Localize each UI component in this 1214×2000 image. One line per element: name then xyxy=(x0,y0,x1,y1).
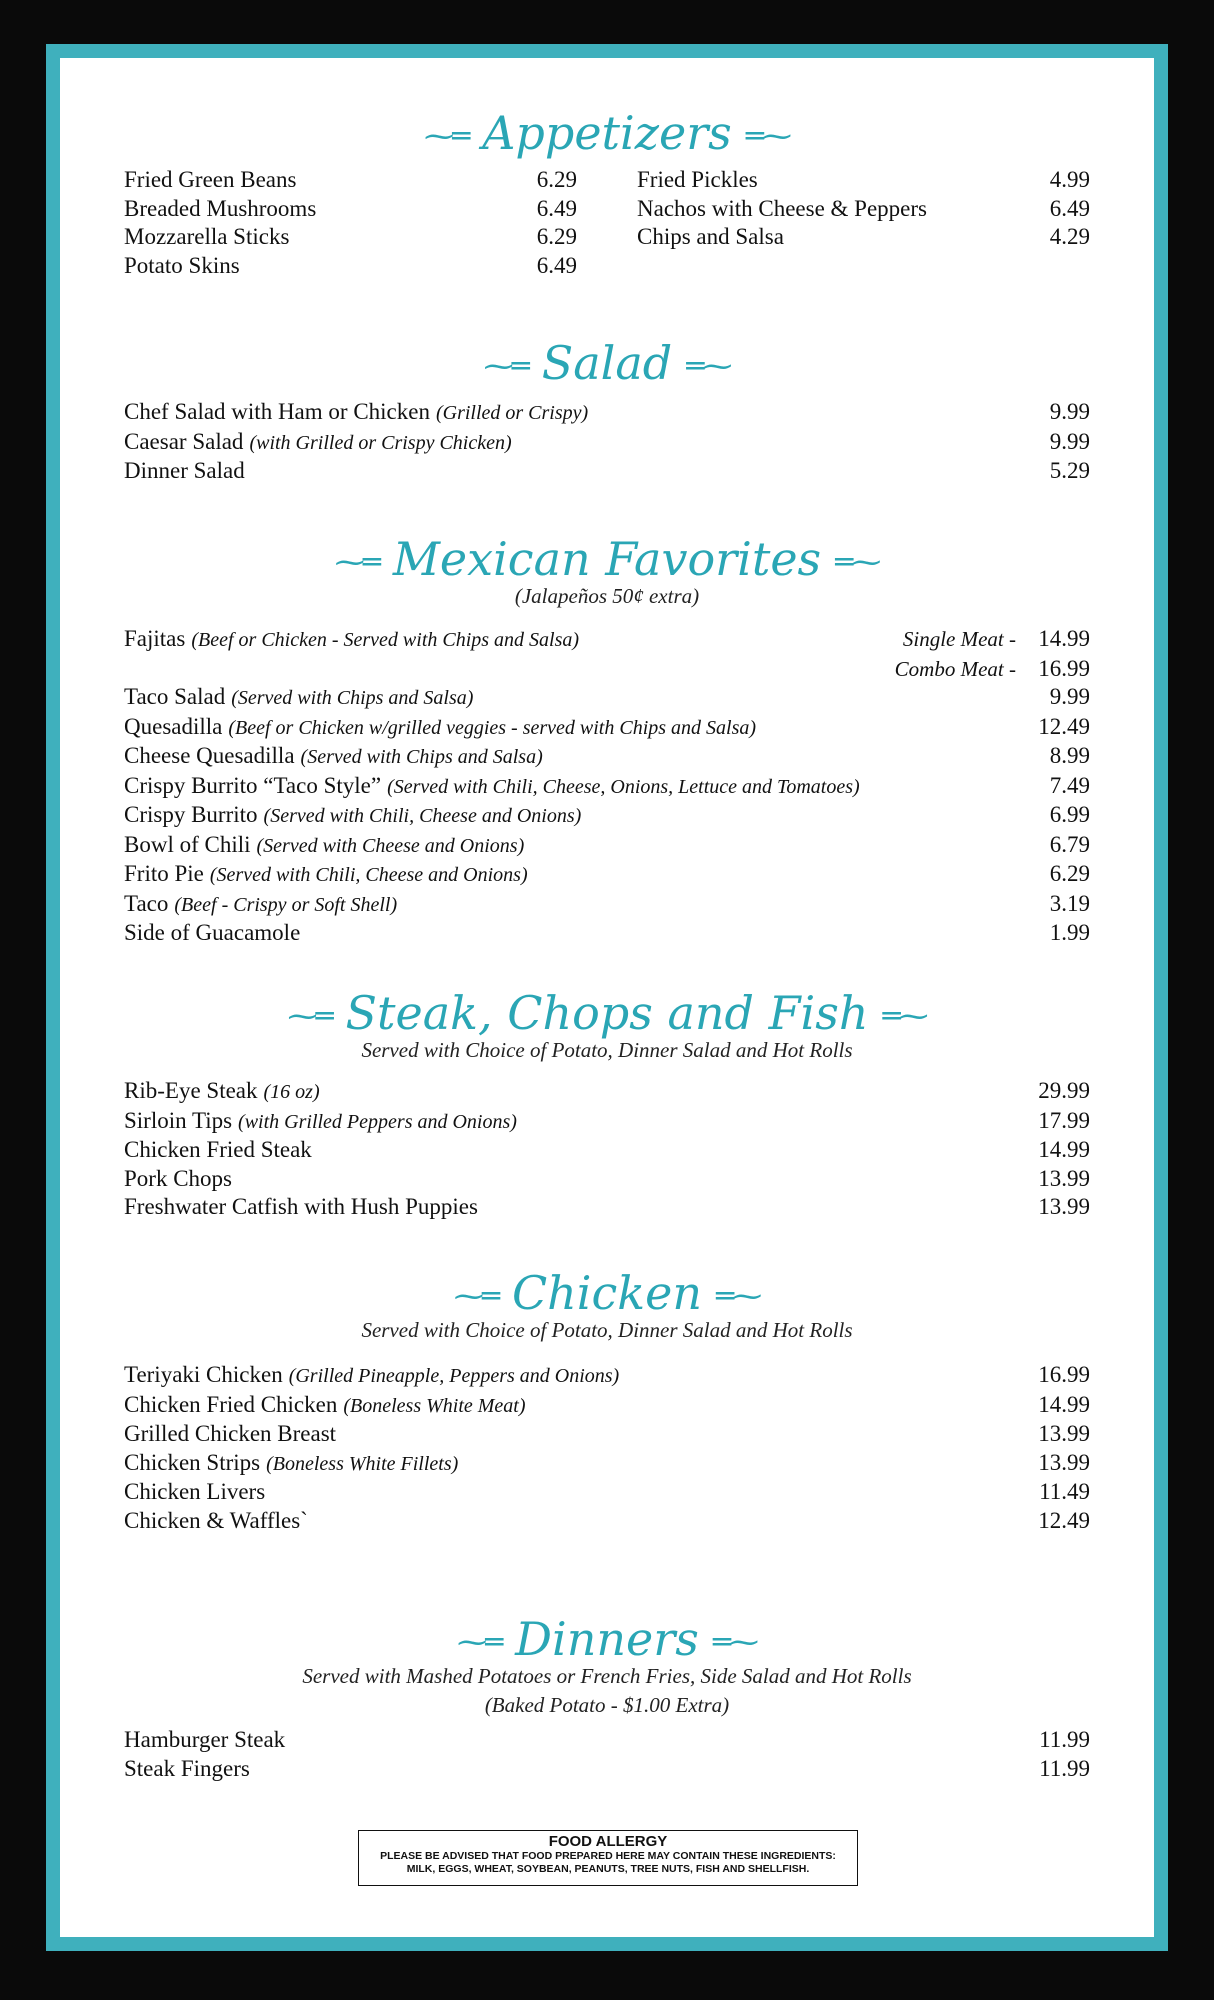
mexican-section xyxy=(124,532,1090,948)
item-price: 16.99 xyxy=(1038,1362,1090,1387)
menu-item xyxy=(124,1755,1090,1784)
menu-item xyxy=(124,252,577,281)
item-price: 4.99 xyxy=(1049,167,1090,192)
menu-item xyxy=(124,831,1090,861)
item-price: 6.49 xyxy=(536,195,577,221)
item-desc: (Served with Cheese and Onions) xyxy=(256,834,525,857)
item-name: Chicken Fried Chicken xyxy=(124,1391,338,1417)
menu-item xyxy=(637,223,1090,252)
item-price: 7.49 xyxy=(1049,772,1090,798)
dinners-subtitle: Served with Mashed Potatoes or French Fries, Side Salad and Hot Rolls xyxy=(302,1664,912,1688)
item-name: Sirloin Tips xyxy=(124,1107,233,1133)
mexican-heading xyxy=(124,532,1090,586)
item-name: Chicken Fried Steak xyxy=(124,1137,312,1162)
item-name: Crispy Burrito “Taco Style” xyxy=(124,772,382,798)
item-name: Grilled Chicken Breast xyxy=(124,1421,337,1446)
item-price: 12.49 xyxy=(1038,1507,1090,1533)
item-price: 6.29 xyxy=(536,224,577,249)
menu-item xyxy=(637,195,1090,224)
item-name: Chicken Livers xyxy=(124,1479,266,1504)
menu-item xyxy=(124,457,1090,486)
item-desc: (Beef - Crispy or Soft Shell) xyxy=(174,893,398,916)
menu-item-fajitas xyxy=(124,625,1090,655)
item-price: 8.99 xyxy=(1049,743,1090,768)
swash-left-icon: ⁓═ xyxy=(287,999,332,1034)
item-name: Steak Fingers xyxy=(124,1755,250,1781)
item-name: Hamburger Steak xyxy=(124,1727,286,1752)
item-desc: (Served with Chili, Cheese, Onions, Lettuce and Tomatoes) xyxy=(387,775,860,798)
item-price: 4.29 xyxy=(1049,224,1090,249)
steak-section xyxy=(124,986,1090,1222)
mexican-list xyxy=(124,625,1090,948)
item-price: 14.99 xyxy=(1038,1137,1090,1162)
swash-right-icon: ═⁓ xyxy=(686,349,731,384)
item-price: 6.29 xyxy=(1049,861,1090,886)
item-price: 1.99 xyxy=(1049,920,1090,945)
swash-left-icon: ⁓═ xyxy=(453,1279,498,1314)
item-name: Taco xyxy=(124,890,169,916)
item-price: 11.99 xyxy=(1039,1755,1090,1781)
dinners-list xyxy=(124,1726,1090,1783)
item-price: 9.99 xyxy=(1049,428,1090,454)
chicken-subtitle: Served with Choice of Potato, Dinner Salad and Hot Rolls xyxy=(361,1318,853,1342)
appetizers-title: Appetizers xyxy=(482,106,732,160)
dinners-heading xyxy=(124,1612,1090,1666)
menu-item xyxy=(124,683,1090,713)
chicken-heading xyxy=(124,1266,1090,1320)
item-desc: (Boneless White Meat) xyxy=(343,1394,526,1417)
single-meat-label: Single Meat - xyxy=(902,627,1016,651)
item-desc: (Grilled or Crispy) xyxy=(435,402,589,424)
item-price: 3.19 xyxy=(1049,890,1090,916)
menu-item xyxy=(124,713,1090,743)
item-name: Quesadilla xyxy=(124,713,223,739)
item-price: 6.79 xyxy=(1049,831,1090,857)
item-price: 14.99 xyxy=(1038,626,1090,651)
salad-section xyxy=(124,336,1090,486)
item-price: 13.99 xyxy=(1038,1165,1090,1191)
item-price: 6.99 xyxy=(1049,802,1090,827)
menu-item xyxy=(124,1136,1090,1165)
salad-list xyxy=(124,398,1090,486)
item-name: Nachos with Cheese & Peppers xyxy=(637,195,927,221)
item-name: Side of Guacamole xyxy=(124,920,301,945)
allergy-line-2: MILK, EGGS, WHEAT, SOYBEAN, PEANUTS, TREE NUTS, FISH AND SHELLFISH. xyxy=(406,1863,810,1875)
swash-left-icon: ⁓═ xyxy=(457,1625,502,1660)
item-name: Caesar Salad xyxy=(124,428,244,454)
item-name: Freshwater Catfish with Hush Puppies xyxy=(124,1194,478,1219)
item-name: Chips and Salsa xyxy=(637,224,784,249)
menu-item xyxy=(124,1420,1090,1449)
menu-item xyxy=(637,166,1090,195)
item-name: Bowl of Chili xyxy=(124,831,251,857)
menu-item xyxy=(124,1193,1090,1222)
item-price: 13.99 xyxy=(1038,1421,1090,1446)
item-name: Frito Pie xyxy=(124,861,204,886)
item-price: 6.49 xyxy=(1049,195,1090,221)
item-name: Chef Salad with Ham or Chicken xyxy=(124,399,430,424)
item-price: 14.99 xyxy=(1038,1391,1090,1417)
menu-item xyxy=(124,1478,1090,1507)
swash-right-icon: ═⁓ xyxy=(712,1625,757,1660)
dinners-subtitle-extra: (Baked Potato - $1.00 Extra) xyxy=(484,1693,730,1717)
menu-item xyxy=(124,1077,1090,1107)
menu-item xyxy=(124,1107,1090,1137)
item-name: Chicken & Waffles` xyxy=(124,1507,308,1533)
appetizers-right-column xyxy=(637,166,1090,280)
item-price: 13.99 xyxy=(1038,1194,1090,1219)
dinners-section xyxy=(124,1612,1090,1783)
item-name: Teriyaki Chicken xyxy=(124,1362,283,1387)
item-desc: (Served with Chips and Salsa) xyxy=(300,746,543,768)
menu-item xyxy=(124,1449,1090,1479)
allergy-line-1: PLEASE BE ADVISED THAT FOOD PREPARED HERE MAY CONTAIN THESE INGREDIENTS: xyxy=(380,1850,836,1862)
item-desc: (with Grilled Peppers and Onions) xyxy=(238,1110,517,1133)
item-price: 11.49 xyxy=(1039,1479,1090,1504)
menu-item xyxy=(124,195,577,224)
menu-item xyxy=(124,742,1090,772)
item-price: 12.49 xyxy=(1038,713,1090,739)
menu-item xyxy=(124,223,577,252)
appetizers-heading xyxy=(124,106,1090,160)
item-desc: (Boneless White Fillets) xyxy=(266,1452,459,1475)
swash-left-icon: ⁓═ xyxy=(334,545,379,580)
item-desc: (Beef or Chicken w/grilled veggies - served with Chips and Salsa) xyxy=(228,716,757,739)
item-name: Potato Skins xyxy=(124,252,240,278)
swash-left-icon: ⁓═ xyxy=(483,349,528,384)
item-price: 5.29 xyxy=(1049,458,1090,483)
menu-item xyxy=(124,860,1090,890)
item-name: Pork Chops xyxy=(124,1165,232,1191)
steak-subtitle: Served with Choice of Potato, Dinner Salad and Hot Rolls xyxy=(361,1038,853,1062)
dinners-title: Dinners xyxy=(515,1612,699,1666)
mexican-subtitle: (Jalapeños 50¢ extra) xyxy=(514,584,700,608)
item-name: Fried Pickles xyxy=(637,167,758,192)
steak-title: Steak, Chops and Fish xyxy=(345,986,869,1040)
swash-right-icon: ═⁓ xyxy=(835,545,880,580)
menu-item xyxy=(124,1165,1090,1194)
swash-right-icon: ═⁓ xyxy=(745,119,790,154)
chicken-title: Chicken xyxy=(511,1266,703,1320)
steak-heading xyxy=(124,986,1090,1040)
appetizers-section xyxy=(124,106,1090,280)
salad-heading xyxy=(124,336,1090,390)
menu-item xyxy=(124,890,1090,920)
chicken-section xyxy=(124,1266,1090,1535)
item-price: 13.99 xyxy=(1038,1449,1090,1475)
item-price: 16.99 xyxy=(1038,655,1090,681)
item-price: 11.99 xyxy=(1039,1727,1090,1752)
menu-item xyxy=(124,919,1090,948)
menu-item xyxy=(124,1507,1090,1536)
item-name: Breaded Mushrooms xyxy=(124,195,317,221)
menu-item xyxy=(124,398,1090,428)
item-name: Crispy Burrito xyxy=(124,802,258,827)
salad-title: Salad xyxy=(541,336,673,390)
swash-right-icon: ═⁓ xyxy=(882,999,927,1034)
allergy-title: FOOD ALLERGY xyxy=(548,1833,668,1850)
item-price: 9.99 xyxy=(1049,684,1090,709)
item-price: 9.99 xyxy=(1049,399,1090,424)
menu-item xyxy=(124,772,1090,802)
menu-item xyxy=(124,801,1090,831)
swash-right-icon: ═⁓ xyxy=(716,1279,761,1314)
item-desc: (Served with Chili, Cheese and Onions) xyxy=(263,805,582,827)
menu-page xyxy=(60,58,1154,1937)
item-name: Fried Green Beans xyxy=(124,167,297,192)
item-desc: (Served with Chips and Salsa) xyxy=(231,687,474,709)
item-name: Cheese Quesadilla xyxy=(124,743,295,768)
item-name: Rib-Eye Steak xyxy=(124,1078,258,1103)
appetizers-left-column xyxy=(124,166,577,280)
food-allergy-notice xyxy=(358,1830,858,1886)
item-desc: (16 oz) xyxy=(263,1081,320,1103)
menu-item xyxy=(124,428,1090,458)
item-name: Taco Salad xyxy=(124,684,226,709)
item-price: 17.99 xyxy=(1038,1107,1090,1133)
menu-item xyxy=(124,1726,1090,1755)
menu-item xyxy=(124,1361,1090,1391)
menu-item-fajitas-combo xyxy=(124,655,1090,684)
item-price: 6.49 xyxy=(536,252,577,278)
item-price: 6.29 xyxy=(536,167,577,192)
item-desc: (with Grilled or Crispy Chicken) xyxy=(249,431,512,454)
item-desc: (Served with Chili, Cheese and Onions) xyxy=(209,864,528,886)
steak-list xyxy=(124,1077,1090,1222)
swash-left-icon: ⁓═ xyxy=(424,119,469,154)
item-name: Fajitas xyxy=(124,626,186,651)
item-name: Dinner Salad xyxy=(124,458,245,483)
item-name: Mozzarella Sticks xyxy=(124,224,290,249)
menu-item xyxy=(124,166,577,195)
chicken-list xyxy=(124,1361,1090,1535)
item-name: Chicken Strips xyxy=(124,1449,261,1475)
appetizers-columns xyxy=(124,166,1090,280)
item-desc: (Grilled Pineapple, Peppers and Onions) xyxy=(288,1365,620,1387)
mexican-title: Mexican Favorites xyxy=(392,532,822,586)
item-desc: (Beef or Chicken - Served with Chips and Salsa) xyxy=(191,629,580,651)
menu-item xyxy=(124,1391,1090,1421)
item-price: 29.99 xyxy=(1038,1078,1090,1103)
combo-meat-label: Combo Meat - xyxy=(894,656,1016,681)
